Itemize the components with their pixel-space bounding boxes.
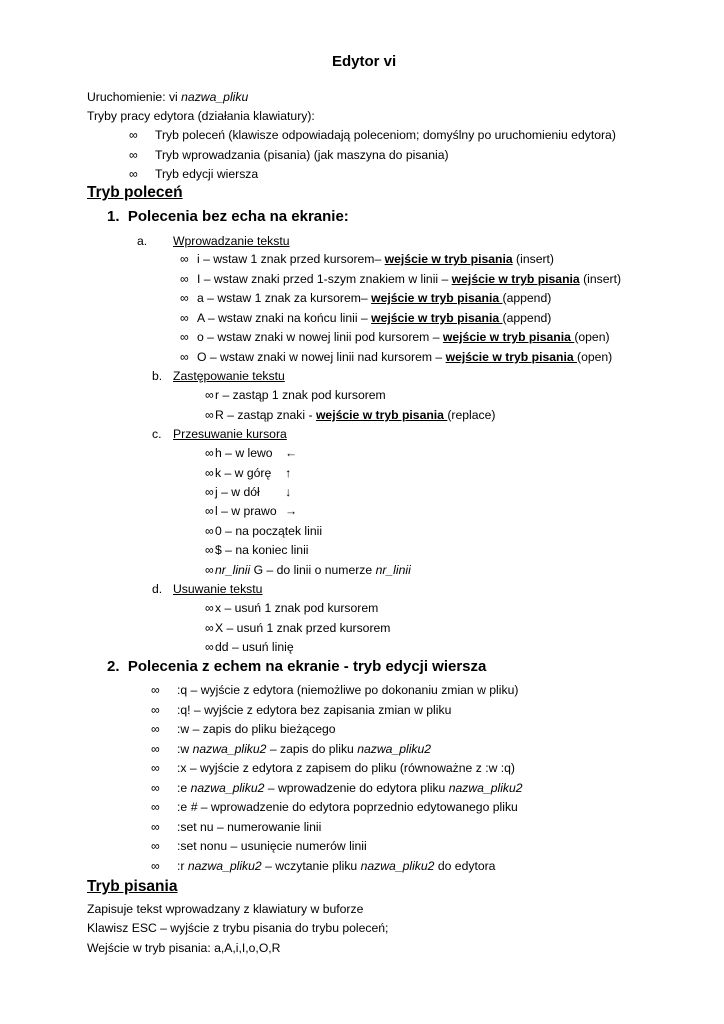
- list-item: ∞0 – na początek linii: [205, 524, 323, 538]
- infinity-bullet-icon: ∞: [205, 524, 214, 538]
- list-item: ∞ A – wstaw znaki na końcu linii – wejście w tryb pisania (append): [180, 311, 552, 325]
- arrow-right-icon: →: [285, 504, 298, 518]
- list-item: ∞ :q – wyjście z edytora (niemożliwe po dokonaniu zmian w pliku): [151, 683, 519, 697]
- infinity-bullet-icon: ∞: [151, 859, 160, 873]
- document-title: Edytor vi: [332, 53, 397, 70]
- infinity-bullet-icon: ∞: [151, 820, 160, 834]
- list-item: ∞ :r nazwa_pliku2 – wczytanie pliku nazwa_pliku2 do edytora: [151, 859, 496, 873]
- list-item: ∞r – zastąp 1 znak pod kursorem: [205, 388, 386, 402]
- subsubsection-a: a. Wprowadzanie tekstu: [137, 234, 290, 248]
- list-item: ∞$ – na koniec linii: [205, 543, 309, 557]
- list-item: ∞ :e nazwa_pliku2 – wprowadzenie do edytora pliku nazwa_pliku2: [151, 781, 523, 795]
- mode-item: ∞ Tryb wprowadzania (pisania) (jak maszyna do pisania): [129, 148, 449, 162]
- infinity-bullet-icon: ∞: [151, 761, 160, 775]
- list-item: ∞j – w dół ↓: [205, 485, 292, 499]
- infinity-bullet-icon: ∞: [180, 311, 189, 325]
- list-item: ∞k – w górę ↑: [205, 466, 292, 480]
- subsection-heading-1: 1. Polecenia bez echa na ekranie:: [107, 208, 349, 225]
- intro-modes-label: Tryby pracy edytora (działania klawiatury):: [87, 109, 315, 123]
- subsubsection-heading: Wprowadzanie tekstu: [173, 234, 290, 248]
- infinity-bullet-icon: ∞: [205, 504, 214, 518]
- run-arg: nazwa_pliku: [181, 90, 249, 104]
- infinity-bullet-icon: ∞: [151, 722, 160, 736]
- list-item: ∞ :w nazwa_pliku2 – zapis do pliku nazwa_pliku2: [151, 742, 432, 756]
- infinity-bullet-icon: ∞: [180, 291, 189, 305]
- list-item: ∞ a – wstaw 1 znak za kursorem– wejście w tryb pisania (append): [180, 291, 552, 305]
- infinity-bullet-icon: ∞: [151, 800, 160, 814]
- list-item: ∞ :q! – wyjście z edytora bez zapisania zmian w pliku: [151, 703, 452, 717]
- list-item: ∞ :w – zapis do pliku bieżącego: [151, 722, 336, 736]
- run-label: Uruchomienie: vi: [87, 90, 182, 104]
- infinity-bullet-icon: ∞: [205, 408, 214, 422]
- infinity-bullet-icon: ∞: [151, 742, 160, 756]
- list-item: ∞x – usuń 1 znak pod kursorem: [205, 601, 379, 615]
- intro-run-line: [87, 90, 248, 104]
- infinity-bullet-icon: ∞: [205, 446, 214, 460]
- paragraph-line: Zapisuje tekst wprowadzany z klawiatury w buforze: [87, 902, 364, 916]
- mode-item: ∞ Tryb poleceń (klawisze odpowiadają poleceniom; domyślny po uruchomieniu edytora): [129, 128, 616, 142]
- list-item: ∞ O – wstaw znaki w nowej linii nad kursorem – wejście w tryb pisania (open): [180, 350, 613, 364]
- list-item: ∞R – zastąp znaki - wejście w tryb pisania (replace): [205, 408, 496, 422]
- list-item: ∞h – w lewo ←: [205, 446, 298, 460]
- list-item: ∞ :set nonu – usunięcie numerów linii: [151, 839, 367, 853]
- infinity-bullet-icon: ∞: [129, 128, 138, 142]
- list-item: ∞l – w prawo →: [205, 504, 298, 518]
- infinity-bullet-icon: ∞: [205, 601, 214, 615]
- infinity-bullet-icon: ∞: [205, 640, 214, 654]
- list-item: ∞ :e # – wprowadzenie do edytora poprzednio edytowanego pliku: [151, 800, 518, 814]
- subsubsection-heading: Usuwanie tekstu: [173, 582, 263, 596]
- subsubsection-heading: Przesuwanie kursora: [173, 427, 287, 441]
- subsubsection-d: d. Usuwanie tekstu: [152, 582, 263, 596]
- subsubsection-c: c. Przesuwanie kursora: [152, 427, 287, 441]
- infinity-bullet-icon: ∞: [151, 781, 160, 795]
- infinity-bullet-icon: ∞: [180, 272, 189, 286]
- infinity-bullet-icon: ∞: [180, 350, 189, 364]
- subsubsection-heading: Zastępowanie tekstu: [173, 369, 285, 383]
- arrow-left-icon: ←: [285, 446, 298, 460]
- list-item: ∞dd – usuń linię: [205, 640, 294, 654]
- infinity-bullet-icon: ∞: [205, 485, 214, 499]
- list-item: ∞ :x – wyjście z edytora z zapisem do pliku (równoważne z :w :q): [151, 761, 515, 775]
- paragraph-line: Klawisz ESC – wyjście z trybu pisania do trybu poleceń;: [87, 921, 389, 935]
- section-heading-writing: Tryb pisania: [87, 878, 178, 895]
- infinity-bullet-icon: ∞: [129, 148, 138, 162]
- section-heading-commands: Tryb poleceń: [87, 184, 183, 201]
- list-item: ∞ I – wstaw znaki przed 1-szym znakiem w linii – wejście w tryb pisania (insert): [180, 272, 622, 286]
- list-item: ∞X – usuń 1 znak przed kursorem: [205, 621, 391, 635]
- infinity-bullet-icon: ∞: [151, 839, 160, 853]
- list-item: ∞ :set nu – numerowanie linii: [151, 820, 322, 834]
- infinity-bullet-icon: ∞: [151, 703, 160, 717]
- infinity-bullet-icon: ∞: [205, 388, 214, 402]
- infinity-bullet-icon: ∞: [180, 252, 189, 266]
- mode-item: ∞ Tryb edycji wiersza: [129, 167, 259, 181]
- infinity-bullet-icon: ∞: [129, 167, 138, 181]
- infinity-bullet-icon: ∞: [205, 563, 214, 577]
- subsection-heading-2: 2. Polecenia z echem na ekranie - tryb edycji wiersza: [107, 658, 487, 675]
- paragraph-line: Wejście w tryb pisania: a,A,i,I,o,O,R: [87, 941, 281, 955]
- infinity-bullet-icon: ∞: [180, 330, 189, 344]
- infinity-bullet-icon: ∞: [205, 621, 214, 635]
- subsubsection-b: b. Zastępowanie tekstu: [152, 369, 285, 383]
- arrow-up-icon: ↑: [285, 466, 292, 480]
- list-item: ∞ o – wstaw znaki w nowej linii pod kursorem – wejście w tryb pisania (open): [180, 330, 610, 344]
- list-item: ∞ i – wstaw 1 znak przed kursorem– wejście w tryb pisania (insert): [180, 252, 554, 266]
- arrow-down-icon: ↓: [285, 485, 292, 499]
- infinity-bullet-icon: ∞: [205, 543, 214, 557]
- infinity-bullet-icon: ∞: [151, 683, 160, 697]
- list-item: ∞nr_linii G – do linii o numerze nr_linii: [205, 563, 411, 577]
- infinity-bullet-icon: ∞: [205, 466, 214, 480]
